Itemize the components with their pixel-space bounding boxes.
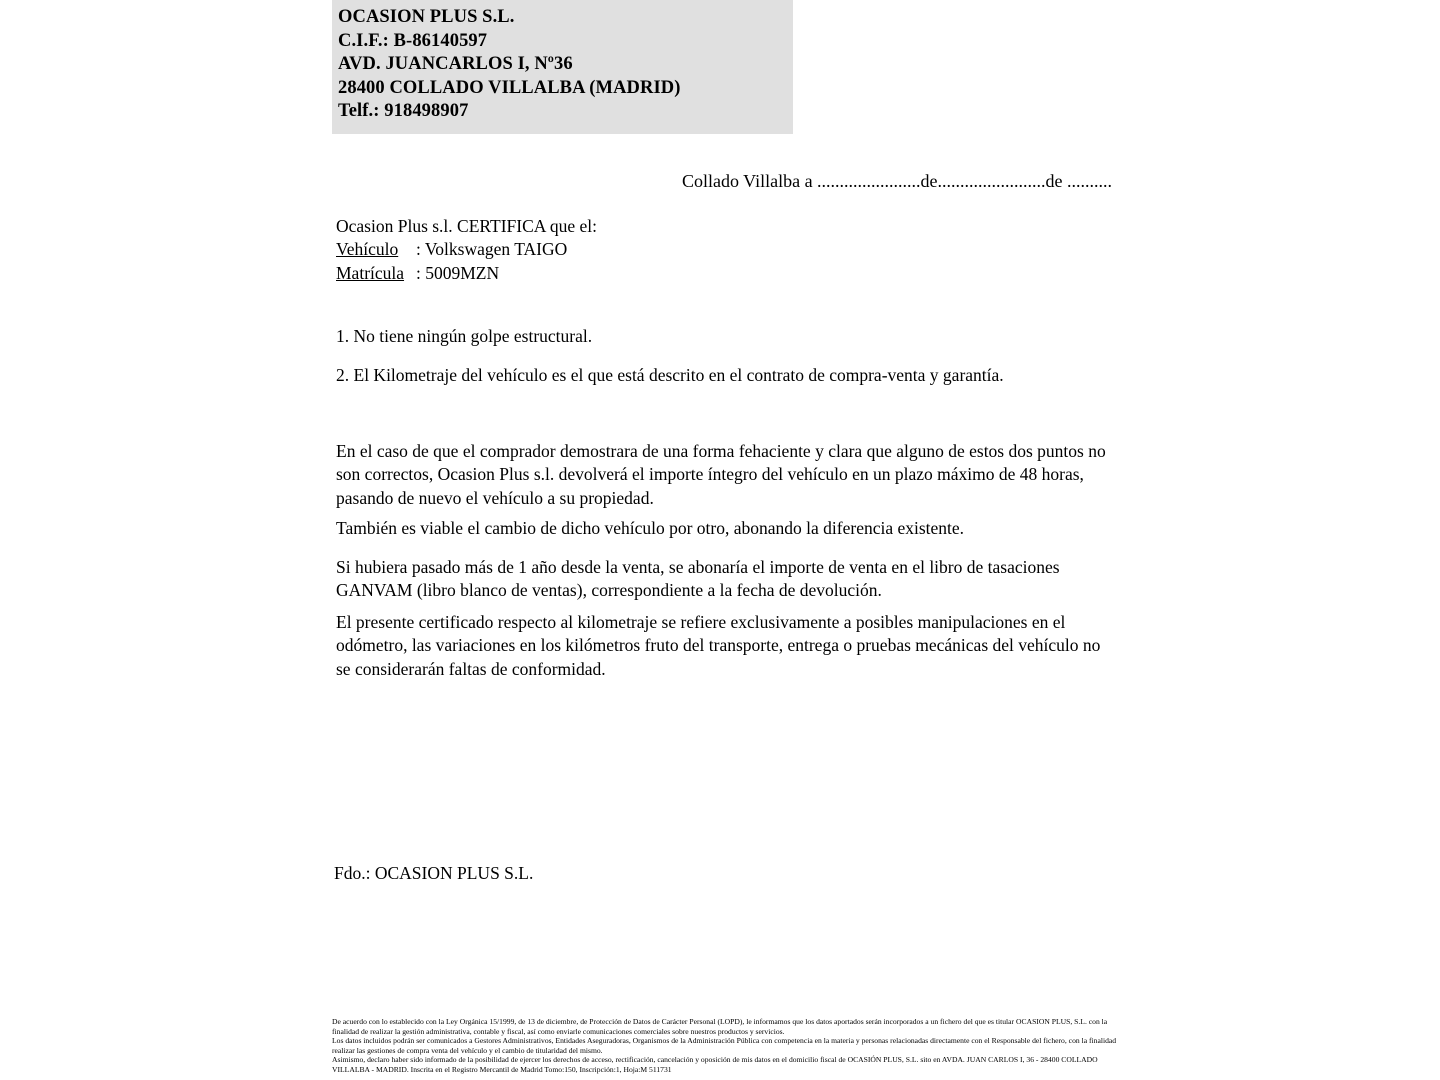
legal-paragraph-3: Asimismo, declaro haber sido informado de la posibilidad de ejercer los derechos de acceso, rectificación, cancelación y oposición de mis datos en el domicilio fiscal de OCASIÓN PLUS, S.L. sito en AVDA. JUAN CARLOS I, 36 - 28400 COLLADO VILLALBA - MADRID. Inscrita en el Registro Mercantil de Madrid Tomo:150, Inscripción:1, Hoja:M 511731 [332,1055,1098,1074]
point-1: 1. No tiene ningún golpe estructural. [336,326,593,346]
paragraph-ganvam: Si hubiera pasado más de 1 año desde la venta, se abonaría el importe de venta en el libro de tasaciones GANVAM (libro blanco de ventas), correspondiente a la fecha de devolución. [336,557,1060,601]
certification-intro: Ocasion Plus s.l. CERTIFICA que el: [336,216,597,236]
paragraph-exchange: También es viable el cambio de dicho vehículo por otro, abonando la diferencia existente. [336,518,965,538]
vehicle-label: Vehículo [336,239,399,260]
plate-row [336,262,597,285]
company-address: AVD. JUANCARLOS I, Nº36 [338,54,573,74]
company-phone: Telf.: 918498907 [338,101,469,121]
legal-notice [332,1017,1122,1075]
plate-value: : 5009MZN [416,262,500,283]
legal-paragraph-2: Los datos incluidos podrán ser comunicados a Gestores Administrativos, Entidades Aseguradoras, Organismos de la Administración Pública con competencia en la materia y personas relacionadas directamente con el Responsable del fichero, con la finalidad realizar las gestiones de compra venta del vehículo y el cambio de titularidad del mismo. [332,1036,1117,1055]
certification-block [336,215,597,285]
plate-label: Matrícula [336,262,405,283]
vehicle-row [336,238,597,261]
point-2: 2. El Kilometraje del vehículo es el que está descrito en el contrato de compra-venta y garantía. [336,365,1004,385]
company-city: 28400 COLLADO VILLALBA (MADRID) [338,77,681,98]
company-header-box [332,0,793,134]
date-line: Collado Villalba a .......................de........................de .......... [682,171,1113,191]
paragraph-refund: En el caso de que el comprador demostrara de una forma fehaciente y clara que alguno de estos dos puntos no son correctos, Ocasion Plus s.l. devolverá el importe íntegro del vehículo en un plazo máximo de 48 horas, pasando de nuevo el vehículo a su propiedad. [336,441,1106,508]
company-name: OCASION PLUS S.L. [338,7,515,27]
signature-line: Fdo.: OCASION PLUS S.L. [334,863,534,883]
paragraph-odometer: El presente certificado respecto al kilometraje se refiere exclusivamente a posibles manipulaciones en el odómetro, las variaciones en los kilómetros fruto del transporte, entrega o pruebas mecánicas del vehículo no se considerarán faltas de conformidad. [336,612,1101,679]
vehicle-value: : Volkswagen TAIGO [416,239,568,260]
company-cif: C.I.F.: B-86140597 [338,30,488,51]
legal-paragraph-1: De acuerdo con lo establecido con la Ley Orgánica 15/1999, de 13 de diciembre, de Protección de Datos de Carácter Personal (LOPD), le informamos que los datos aportados serán incorporados a un fichero del que es titular OCASION PLUS, S.L. con la finalidad de realizar la gestión administrativa, contable y fiscal, así como enviarle comunicaciones comerciales sobre nuestros productos y servicios. [332,1017,1108,1036]
